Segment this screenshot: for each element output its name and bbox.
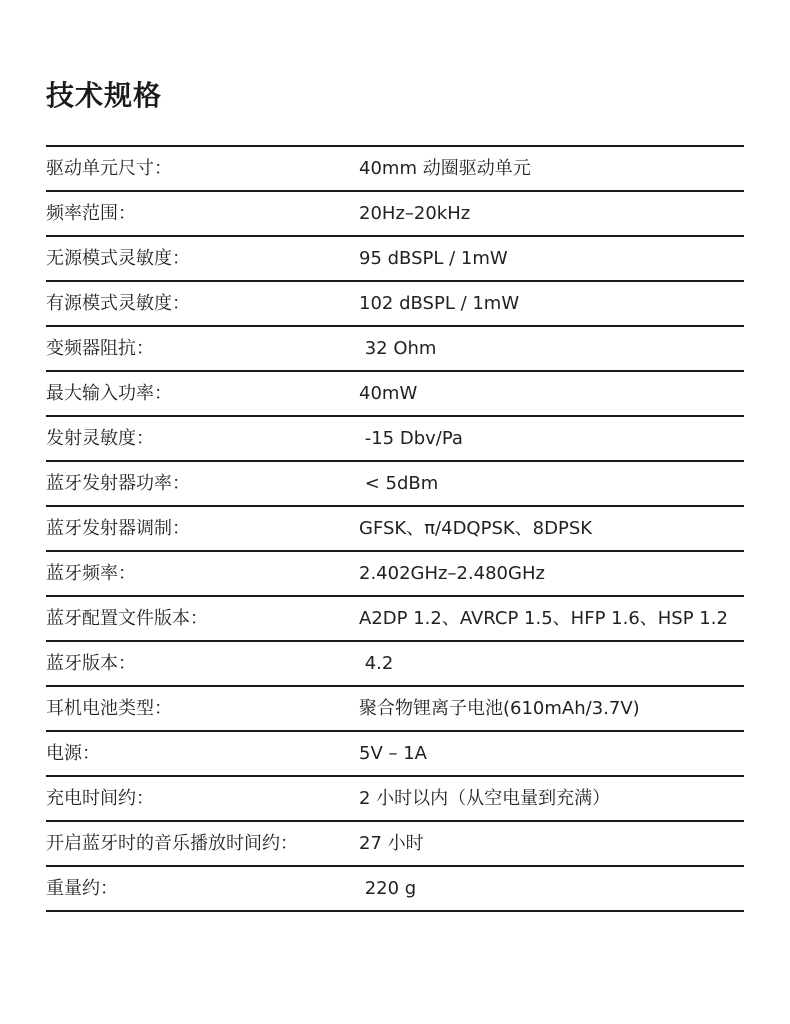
spec-value: 2 小时以内（从空电量到充满） (359, 787, 611, 809)
spec-value: < 5dBm (359, 472, 439, 494)
spec-row-active-sensitivity (46, 282, 744, 327)
spec-label: 无源模式灵敏度： (46, 247, 190, 269)
spec-label: 发射灵敏度： (46, 427, 154, 449)
spec-value: 4.2 (359, 652, 394, 674)
spec-label: 蓝牙发射器功率： (46, 472, 190, 494)
spec-value: -15 Dbv/Pa (359, 427, 463, 449)
spec-value: 5V – 1A (359, 742, 427, 764)
spec-row-max-input-power (46, 372, 744, 417)
spec-label: 耳机电池类型： (46, 697, 172, 719)
spec-row-charging-time (46, 777, 744, 822)
spec-row-playback-time (46, 822, 744, 867)
spec-value: 20Hz–20kHz (359, 202, 471, 224)
spec-table (46, 145, 744, 912)
spec-label: 重量约： (46, 877, 118, 899)
spec-label: 蓝牙发射器调制： (46, 517, 190, 539)
spec-label: 变频器阻抗： (46, 337, 154, 359)
spec-row-weight (46, 867, 744, 912)
spec-label: 充电时间约： (46, 787, 154, 809)
spec-row-bt-frequency (46, 552, 744, 597)
spec-label: 频率范围： (46, 202, 136, 224)
spec-value: 40mm 动圈驱动单元 (359, 157, 531, 179)
spec-row-bt-profiles (46, 597, 744, 642)
spec-row-passive-sensitivity (46, 237, 744, 282)
spec-label: 蓝牙版本： (46, 652, 136, 674)
spec-label: 蓝牙频率： (46, 562, 136, 584)
spec-row-transducer-impedance (46, 327, 744, 372)
spec-value: A2DP 1.2、AVRCP 1.5、HFP 1.6、HSP 1.2 (359, 607, 728, 629)
spec-row-bt-version (46, 642, 744, 687)
spec-row-bt-transmitter-power (46, 462, 744, 507)
spec-value: 32 Ohm (359, 337, 437, 359)
spec-value: 2.402GHz–2.480GHz (359, 562, 545, 584)
spec-label: 最大输入功率： (46, 382, 172, 404)
spec-value: GFSK、π/4DQPSK、8DPSK (359, 517, 593, 539)
spec-row-mic-sensitivity (46, 417, 744, 462)
spec-value: 220 g (359, 877, 417, 899)
page-title: 技术规格 (46, 79, 163, 112)
spec-value: 40mW (359, 382, 418, 404)
spec-label: 电源： (46, 742, 100, 764)
spec-row-frequency-range (46, 192, 744, 237)
spec-row-driver-size (46, 147, 744, 192)
spec-value: 95 dBSPL / 1mW (359, 247, 508, 269)
spec-label: 驱动单元尺寸： (46, 157, 172, 179)
spec-label: 有源模式灵敏度： (46, 292, 190, 314)
spec-label: 蓝牙配置文件版本： (46, 607, 208, 629)
spec-row-battery-type (46, 687, 744, 732)
spec-value: 聚合物锂离子电池(610mAh/3.7V) (359, 697, 640, 719)
spec-value: 102 dBSPL / 1mW (359, 292, 520, 314)
spec-row-power-supply (46, 732, 744, 777)
spec-row-bt-modulation (46, 507, 744, 552)
spec-value: 27 小时 (359, 832, 424, 854)
spec-label: 开启蓝牙时的音乐播放时间约： (46, 832, 298, 854)
